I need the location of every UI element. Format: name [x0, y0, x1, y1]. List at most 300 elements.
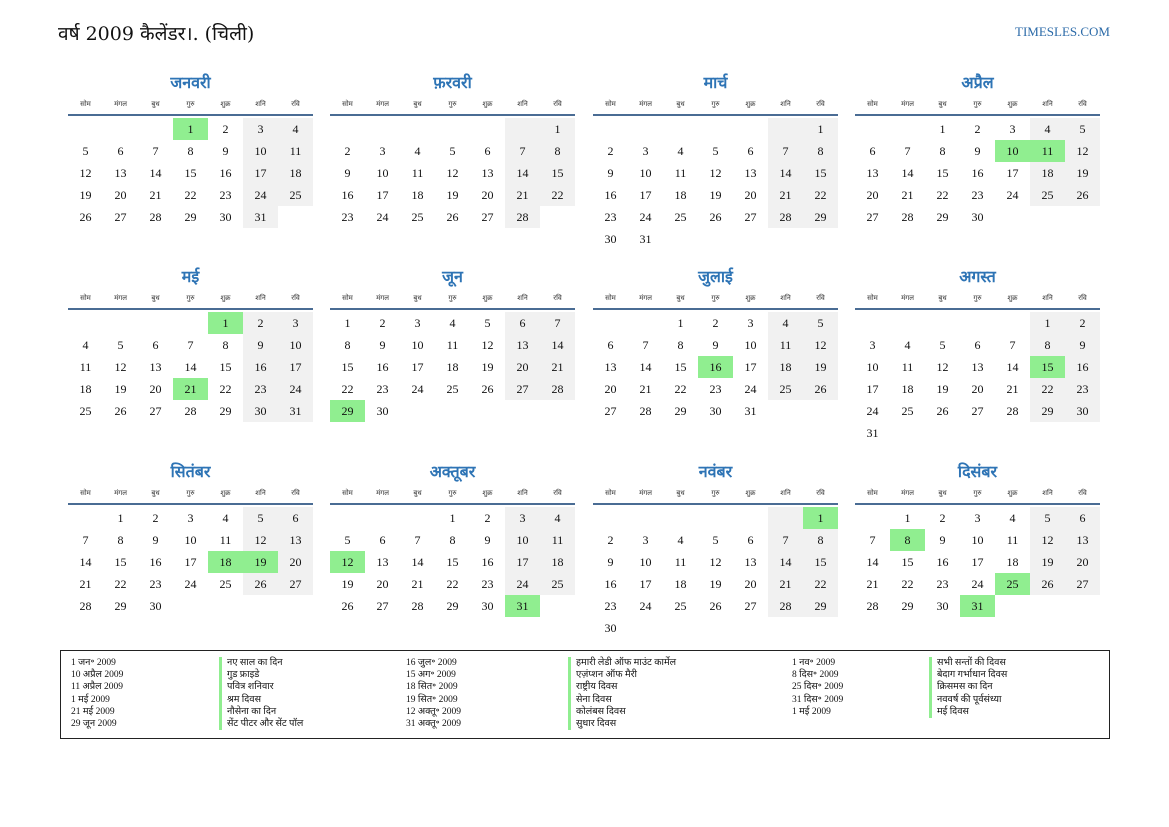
day-grid: [855, 312, 1100, 444]
empty-day: [400, 118, 435, 140]
day-cell: 24: [744, 382, 757, 396]
empty-day: [628, 118, 663, 140]
day-cell: 6: [747, 144, 754, 158]
day-cell: 20: [971, 382, 984, 396]
day-cell: 2: [1065, 312, 1100, 334]
day-cell: 26: [481, 382, 494, 396]
weekday-label: गुरु: [186, 294, 195, 302]
day-cell: 6: [117, 144, 124, 158]
day-cell: 11: [446, 338, 459, 352]
day-cell: 7: [642, 338, 649, 352]
holiday-date: 16 जुल॰ 2009: [406, 658, 457, 668]
weekday-label: रवि: [1078, 294, 1087, 302]
empty-day: [733, 507, 768, 529]
page-title: वर्ष 2009 कैलेंडर।. (चिली): [58, 23, 255, 45]
day-cell: 12: [803, 334, 838, 356]
day-cell: 9: [607, 166, 614, 180]
day-cell: 20: [278, 551, 313, 573]
day-cell: 6: [484, 144, 491, 158]
day-cell: 13: [971, 360, 984, 374]
day-cell: 2: [379, 316, 386, 330]
holiday-name: सुधार दिवस: [568, 718, 676, 730]
empty-day: [138, 312, 173, 334]
empty-day: [628, 312, 663, 334]
holiday-date: 1 जन॰ 2009: [71, 658, 116, 668]
day-cell: 30: [709, 404, 722, 418]
day-cell: 13: [481, 166, 494, 180]
day-cell: 6: [379, 533, 386, 547]
empty-day: [103, 118, 138, 140]
holiday-day: 12: [330, 551, 365, 573]
day-cell: 25: [411, 210, 424, 224]
holiday-date: 1 मई 2009: [792, 706, 831, 717]
day-cell: 17: [971, 555, 984, 569]
day-cell: 30: [219, 210, 232, 224]
weekday-label: मंगल: [639, 294, 652, 302]
month-name: नवंबर: [698, 462, 733, 481]
day-cell: 29: [901, 599, 914, 613]
day-cell: 24: [505, 573, 540, 595]
empty-day: [103, 312, 138, 334]
day-cell: 24: [376, 210, 389, 224]
month-calendar: [68, 72, 313, 228]
holiday-day: 1: [208, 312, 243, 334]
weekday-label: शनि: [255, 100, 266, 108]
weekday-label: गुरु: [448, 489, 457, 497]
weekday-label: शुक्र: [220, 100, 231, 108]
holiday-name: सेना दिवस: [568, 694, 676, 706]
day-cell: 26: [1030, 573, 1065, 595]
weekday-label: रवि: [1078, 100, 1087, 108]
weekday-header: [330, 487, 575, 505]
day-cell: 9: [974, 144, 981, 158]
day-cell: 26: [446, 210, 459, 224]
day-cell: 9: [607, 555, 614, 569]
day-cell: 10: [866, 360, 879, 374]
day-cell: 15: [803, 551, 838, 573]
day-cell: 30: [149, 599, 162, 613]
weekday-label: गुरु: [448, 100, 457, 108]
weekday-label: रवि: [553, 100, 562, 108]
day-cell: 4: [449, 316, 456, 330]
day-cell: 22: [540, 184, 575, 206]
day-cell: 7: [82, 533, 89, 547]
day-cell: 4: [904, 338, 911, 352]
day-cell: 15: [674, 360, 687, 374]
day-cell: 29: [114, 599, 127, 613]
empty-day: [995, 312, 1030, 334]
day-cell: 1: [344, 316, 351, 330]
day-cell: 23: [971, 188, 984, 202]
day-cell: 24: [278, 378, 313, 400]
weekday-label: शुक्र: [745, 489, 756, 497]
holiday-date: 31 दिस॰ 2009: [792, 694, 844, 705]
holiday-day: 31: [505, 595, 540, 617]
day-cell: 27: [744, 210, 757, 224]
weekday-label: शनि: [255, 294, 266, 302]
weekday-label: मंगल: [639, 489, 652, 497]
month-name: जुलाई: [698, 267, 733, 286]
weekday-label: शनि: [1042, 100, 1053, 108]
day-cell: 9: [1065, 334, 1100, 356]
weekday-header: [330, 98, 575, 116]
day-cell: 18: [1006, 555, 1019, 569]
day-cell: 28: [79, 599, 92, 613]
day-cell: 7: [505, 140, 540, 162]
day-cell: 24: [184, 577, 197, 591]
empty-day: [593, 507, 628, 529]
day-cell: 13: [149, 360, 162, 374]
month-calendar: [330, 461, 575, 617]
weekday-label: शनि: [517, 294, 528, 302]
day-cell: 20: [376, 577, 389, 591]
day-cell: 24: [243, 184, 278, 206]
day-cell: 16: [604, 188, 617, 202]
day-cell: 7: [187, 338, 194, 352]
holiday-day: 19: [243, 551, 278, 573]
month-calendar: [855, 461, 1100, 617]
day-cell: 22: [674, 382, 687, 396]
day-cell: 20: [114, 188, 127, 202]
day-grid: [593, 312, 838, 422]
day-cell: 14: [505, 162, 540, 184]
holiday-day: 15: [1030, 356, 1065, 378]
day-cell: 5: [803, 312, 838, 334]
empty-day: [768, 118, 803, 140]
day-cell: 9: [222, 144, 229, 158]
weekday-label: शनि: [517, 100, 528, 108]
empty-day: [593, 312, 628, 334]
day-cell: 26: [79, 210, 92, 224]
day-grid: [330, 118, 575, 228]
holiday-date: 29 जून 2009: [71, 719, 117, 730]
day-cell: 26: [803, 378, 838, 400]
empty-day: [435, 118, 470, 140]
day-cell: 6: [1065, 507, 1100, 529]
day-cell: 10: [505, 529, 540, 551]
day-cell: 3: [974, 511, 981, 525]
day-cell: 9: [152, 533, 159, 547]
day-cell: 1: [939, 122, 946, 136]
weekday-label: रवि: [816, 489, 825, 497]
day-cell: 21: [866, 577, 879, 591]
day-grid: [330, 312, 575, 422]
weekday-header: [855, 292, 1100, 310]
weekday-label: सोम: [342, 100, 353, 108]
month-calendar: [593, 266, 838, 422]
day-cell: 28: [1006, 404, 1019, 418]
day-cell: 11: [540, 529, 575, 551]
day-cell: 13: [744, 555, 757, 569]
day-cell: 7: [904, 144, 911, 158]
month-name: सितंबर: [170, 462, 211, 481]
empty-day: [663, 118, 698, 140]
day-cell: 21: [1006, 382, 1019, 396]
day-cell: 6: [607, 338, 614, 352]
day-cell: 16: [341, 188, 354, 202]
day-cell: 25: [278, 184, 313, 206]
day-cell: 18: [768, 356, 803, 378]
day-cell: 1: [117, 511, 124, 525]
empty-day: [138, 118, 173, 140]
weekday-label: मंगल: [376, 100, 389, 108]
day-cell: 20: [149, 382, 162, 396]
holiday-names-column: [929, 657, 1007, 718]
day-cell: 13: [376, 555, 389, 569]
weekday-label: शनि: [255, 489, 266, 497]
day-cell: 15: [540, 162, 575, 184]
weekday-label: बुध: [413, 294, 422, 302]
holiday-dates-column: [406, 657, 461, 730]
day-cell: 14: [79, 555, 92, 569]
day-cell: 20: [744, 577, 757, 591]
holiday-names-column: [219, 657, 303, 730]
weekday-label: मंगल: [901, 489, 914, 497]
day-cell: 25: [674, 599, 687, 613]
weekday-label: रवि: [816, 294, 825, 302]
day-cell: 9: [712, 338, 719, 352]
day-cell: 15: [219, 360, 232, 374]
day-cell: 22: [901, 577, 914, 591]
day-cell: 14: [184, 360, 197, 374]
day-cell: 8: [677, 338, 684, 352]
day-cell: 3: [187, 511, 194, 525]
empty-day: [365, 507, 400, 529]
weekday-label: बुध: [938, 294, 947, 302]
day-cell: 17: [639, 188, 652, 202]
day-cell: 3: [642, 144, 649, 158]
holiday-dates-column: [792, 657, 843, 718]
day-cell: 17: [1006, 166, 1019, 180]
weekday-label: मंगल: [901, 294, 914, 302]
day-cell: 6: [278, 507, 313, 529]
weekday-label: गुरु: [973, 489, 982, 497]
holiday-date: 11 अप्रैल 2009: [71, 682, 124, 693]
empty-day: [400, 507, 435, 529]
day-cell: 16: [936, 555, 949, 569]
day-cell: 5: [449, 144, 456, 158]
day-cell: 9: [939, 533, 946, 547]
day-cell: 19: [936, 382, 949, 396]
day-cell: 14: [149, 166, 162, 180]
day-cell: 19: [709, 577, 722, 591]
day-cell: 2: [607, 144, 614, 158]
day-cell: 4: [1009, 511, 1016, 525]
weekday-label: बुध: [413, 100, 422, 108]
day-cell: 26: [936, 404, 949, 418]
weekday-label: शनि: [1042, 294, 1053, 302]
empty-day: [68, 312, 103, 334]
day-cell: 12: [1030, 529, 1065, 551]
day-cell: 29: [446, 599, 459, 613]
day-cell: 6: [505, 312, 540, 334]
day-cell: 5: [712, 144, 719, 158]
day-cell: 30: [604, 232, 617, 246]
holiday-name: कोलंबस दिवस: [568, 706, 676, 718]
day-cell: 3: [505, 507, 540, 529]
day-cell: 30: [481, 599, 494, 613]
site-link[interactable]: TIMESLES.COM: [1015, 24, 1110, 39]
day-cell: 14: [411, 555, 424, 569]
day-cell: 11: [768, 334, 803, 356]
holiday-date: 19 सित॰ 2009: [406, 694, 458, 705]
day-cell: 19: [79, 188, 92, 202]
month-calendar: [855, 266, 1100, 444]
holiday-date: 8 दिस॰ 2009: [792, 670, 839, 681]
day-cell: 28: [411, 599, 424, 613]
day-cell: 12: [709, 555, 722, 569]
month-name: मई: [181, 267, 200, 286]
weekday-label: बुध: [151, 489, 160, 497]
day-cell: 5: [712, 533, 719, 547]
day-grid: [855, 118, 1100, 228]
holiday-date: 10 अप्रैल 2009: [71, 670, 124, 681]
month-name: अप्रैल: [961, 73, 994, 92]
day-cell: 28: [184, 404, 197, 418]
day-cell: 11: [278, 140, 313, 162]
weekday-label: शुक्र: [482, 489, 493, 497]
weekday-label: मंगल: [376, 489, 389, 497]
day-cell: 31: [278, 400, 313, 422]
holiday-date: 12 अक्तू॰ 2009: [406, 706, 462, 717]
day-cell: 12: [481, 338, 494, 352]
day-cell: 27: [866, 210, 879, 224]
weekday-label: मंगल: [114, 294, 127, 302]
day-cell: 29: [219, 404, 232, 418]
day-cell: 26: [114, 404, 127, 418]
holiday-name: गुड फ्राइडे: [219, 669, 303, 681]
day-cell: 24: [639, 210, 652, 224]
weekday-label: शुक्र: [745, 294, 756, 302]
weekday-label: मंगल: [114, 489, 127, 497]
day-cell: 26: [709, 599, 722, 613]
day-cell: 14: [1006, 360, 1019, 374]
day-cell: 17: [505, 551, 540, 573]
day-cell: 25: [768, 378, 803, 400]
day-cell: 26: [709, 210, 722, 224]
day-cell: 12: [243, 529, 278, 551]
month-calendar: [330, 266, 575, 422]
weekday-label: सोम: [80, 489, 91, 497]
day-cell: 7: [540, 312, 575, 334]
holiday-day: 21: [173, 378, 208, 400]
weekday-label: रवि: [291, 294, 300, 302]
day-cell: 12: [936, 360, 949, 374]
weekday-label: गुरु: [186, 100, 195, 108]
day-cell: 11: [674, 555, 687, 569]
day-cell: 23: [604, 599, 617, 613]
day-cell: 1: [1030, 312, 1065, 334]
weekday-label: रवि: [291, 489, 300, 497]
day-cell: 5: [82, 144, 89, 158]
holiday-date: 21 मई 2009: [71, 706, 115, 717]
weekday-label: गुरु: [448, 294, 457, 302]
day-cell: 8: [187, 144, 194, 158]
empty-day: [698, 118, 733, 140]
day-cell: 1: [904, 511, 911, 525]
month-name: दिसंबर: [957, 462, 998, 481]
day-cell: 21: [505, 184, 540, 206]
day-cell: 7: [869, 533, 876, 547]
weekday-label: शुक्र: [482, 100, 493, 108]
day-cell: 18: [79, 382, 92, 396]
day-cell: 10: [639, 555, 652, 569]
day-cell: 29: [1030, 400, 1065, 422]
weekday-label: बुध: [151, 294, 160, 302]
holiday-name: हमारी लेडी ऑफ माउंट कार्मेल: [568, 657, 676, 669]
day-cell: 2: [222, 122, 229, 136]
empty-day: [68, 118, 103, 140]
day-cell: 3: [414, 316, 421, 330]
day-cell: 25: [219, 577, 232, 591]
day-cell: 15: [803, 162, 838, 184]
holiday-list: [60, 650, 1110, 739]
day-cell: 23: [709, 382, 722, 396]
day-cell: 17: [639, 577, 652, 591]
weekday-label: शनि: [517, 489, 528, 497]
day-cell: 6: [747, 533, 754, 547]
day-cell: 17: [278, 356, 313, 378]
month-name: मार्च: [703, 73, 728, 92]
day-cell: 19: [481, 360, 494, 374]
day-cell: 3: [642, 533, 649, 547]
holiday-day: 18: [208, 551, 243, 573]
day-cell: 31: [243, 206, 278, 228]
holiday-day: 25: [995, 573, 1030, 595]
weekday-label: शुक्र: [1007, 489, 1018, 497]
day-cell: 17: [866, 382, 879, 396]
weekday-label: शुक्र: [745, 100, 756, 108]
day-cell: 28: [901, 210, 914, 224]
holiday-name: सेंट पीटर और सेंट पॉल: [219, 718, 303, 730]
day-cell: 8: [1030, 334, 1065, 356]
weekday-label: गुरु: [711, 489, 720, 497]
day-cell: 18: [446, 360, 459, 374]
holiday-name: एज़ंप्शन ऑफ मैरी: [568, 669, 676, 681]
day-cell: 14: [901, 166, 914, 180]
day-cell: 9: [379, 338, 386, 352]
holiday-name: नए साल का दिन: [219, 657, 303, 669]
day-cell: 10: [376, 166, 389, 180]
day-cell: 6: [152, 338, 159, 352]
weekday-label: मंगल: [114, 100, 127, 108]
empty-day: [890, 118, 925, 140]
day-cell: 28: [149, 210, 162, 224]
day-cell: 28: [505, 206, 540, 228]
empty-day: [173, 312, 208, 334]
day-cell: 12: [79, 166, 92, 180]
weekday-label: बुध: [151, 100, 160, 108]
day-cell: 23: [243, 378, 278, 400]
holiday-day: 10: [995, 140, 1030, 162]
weekday-label: सोम: [605, 489, 616, 497]
day-cell: 17: [411, 360, 424, 374]
empty-day: [925, 312, 960, 334]
day-cell: 28: [768, 206, 803, 228]
day-cell: 24: [866, 404, 879, 418]
day-cell: 17: [376, 188, 389, 202]
day-cell: 28: [866, 599, 879, 613]
weekday-label: सोम: [342, 294, 353, 302]
day-cell: 8: [344, 338, 351, 352]
day-cell: 25: [79, 404, 92, 418]
day-cell: 21: [79, 577, 92, 591]
weekday-header: [855, 98, 1100, 116]
empty-day: [663, 507, 698, 529]
day-cell: 16: [604, 577, 617, 591]
day-cell: 3: [243, 118, 278, 140]
day-cell: 22: [184, 188, 197, 202]
